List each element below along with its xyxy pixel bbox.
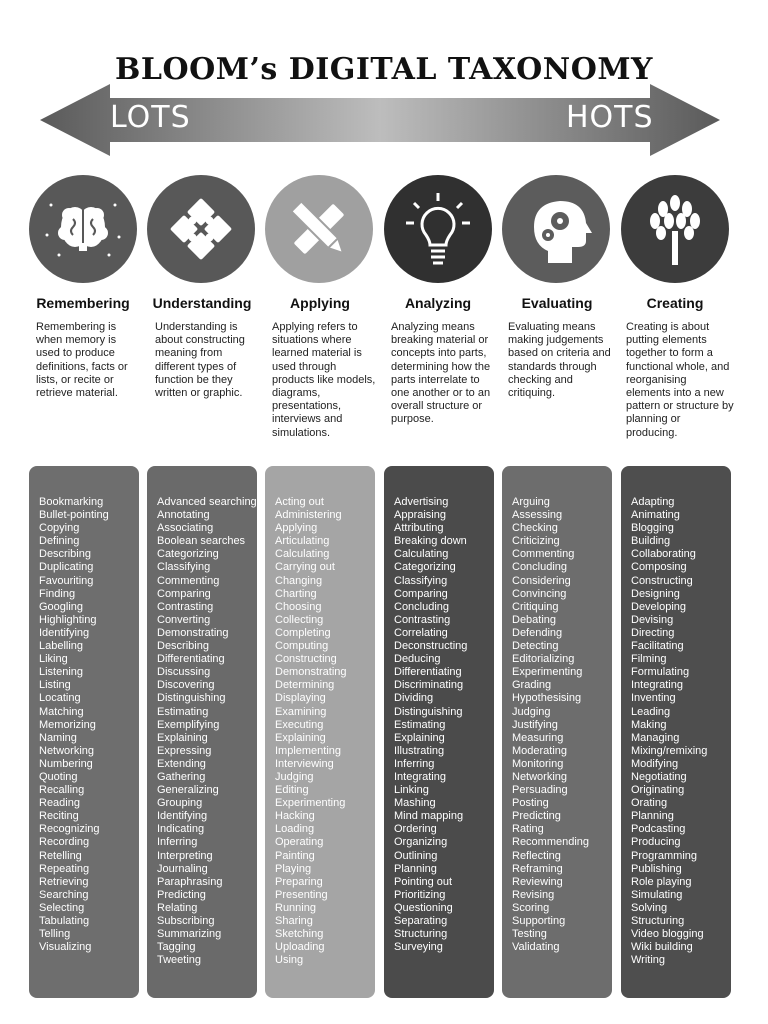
verb-item: Identifying: [157, 810, 208, 823]
verb-item: Bookmarking: [39, 496, 104, 508]
category-description: Creating is about putting elements together to form a functional whole, and reorganising elements into a new pattern or structure by planning or producing.: [626, 321, 734, 439]
verb-item: Categorizing: [157, 548, 219, 561]
verb-item: Networking: [39, 744, 95, 757]
verb-item: Administering: [275, 509, 342, 522]
verb-item: Converting: [157, 613, 211, 626]
verb-item: Simulating: [631, 888, 683, 901]
verb-item: Listening: [39, 666, 84, 679]
verb-item: Mixing/remixing: [631, 744, 708, 757]
verb-item: Expressing: [157, 744, 212, 757]
category-name: Remembering: [36, 295, 130, 311]
verb-item: Filming: [631, 653, 667, 666]
verb-item: Moderating: [512, 744, 568, 757]
verb-item: Orating: [631, 797, 668, 810]
verb-item: Sketching: [275, 928, 324, 941]
verb-item: Demonstrating: [275, 666, 347, 679]
verb-item: Illustrating: [394, 744, 445, 757]
verb-item: Computing: [275, 640, 329, 653]
verb-item: Programming: [631, 849, 698, 862]
category-name: Analyzing: [404, 295, 472, 311]
verb-item: Constructing: [631, 574, 693, 587]
verb-item: Estimating: [394, 718, 446, 731]
verb-item: Planning: [631, 810, 674, 823]
verb-item: Operating: [275, 836, 324, 849]
verb-item: Solving: [631, 901, 668, 914]
verb-item: Inferring: [157, 836, 198, 849]
verb-item: Directing: [631, 626, 675, 639]
verb-item: Recommending: [512, 836, 590, 849]
verb-item: Playing: [275, 862, 312, 875]
verb-item: Developing: [631, 600, 687, 613]
verb-column-understanding: [147, 466, 257, 998]
verb-item: Revising: [512, 888, 555, 901]
category-applying: [261, 295, 379, 440]
verb-item: Articulating: [275, 535, 330, 548]
verb-item: Commenting: [512, 548, 575, 561]
verb-item: Searching: [39, 888, 89, 901]
verb-item: Numbering: [39, 757, 93, 770]
verb-item: Estimating: [157, 705, 209, 718]
verb-item: Formulating: [631, 666, 690, 679]
verb-item: Contrasting: [394, 613, 451, 626]
verb-item: Retrieving: [39, 875, 89, 888]
verb-item: Differentiating: [157, 653, 225, 666]
verb-item: Gathering: [157, 770, 206, 783]
verb-item: Producing: [631, 836, 681, 849]
verb-item: Extending: [157, 757, 206, 770]
verb-item: Determining: [275, 679, 335, 692]
verb-item: Networking: [512, 770, 568, 783]
verb-item: Changing: [275, 574, 323, 587]
verb-item: Recalling: [39, 784, 85, 797]
head-gears-icon: [502, 175, 610, 283]
category-evaluating: [498, 295, 616, 400]
category-analyzing: [379, 295, 497, 427]
verb-item: Listing: [39, 679, 71, 692]
verb-item: Mind mapping: [394, 810, 464, 823]
verb-item: Leading: [631, 705, 671, 718]
verb-item: Integrating: [394, 770, 446, 783]
verb-item: Monitoring: [512, 757, 564, 770]
verb-item: Reframing: [512, 862, 563, 875]
verb-item: Composing: [631, 561, 687, 574]
verb-item: Running: [275, 901, 316, 914]
verb-item: Appraising: [394, 509, 446, 522]
verb-item: Testing: [512, 928, 547, 941]
page-title: BLOOM’s DIGITAL TAXONOMY: [115, 52, 653, 87]
verb-item: Demonstrating: [157, 626, 229, 639]
verb-item: Tweeting: [157, 954, 202, 967]
verb-item: Facilitating: [631, 640, 684, 653]
verb-item: Summarizing: [157, 928, 222, 941]
verb-item: Highlighting: [39, 613, 97, 626]
verb-item: Supporting: [512, 915, 566, 927]
verb-item: Attributing: [394, 522, 444, 535]
verb-item: Experimenting: [512, 666, 583, 679]
verb-item: Predicting: [512, 810, 561, 823]
verb-item: Describing: [39, 548, 91, 561]
verb-item: Preparing: [275, 875, 323, 888]
verb-item: Presenting: [275, 888, 328, 901]
verb-item: Negotiating: [631, 770, 687, 783]
verb-item: Inferring: [394, 757, 435, 770]
verb-item: Identifying: [39, 626, 90, 639]
verb-item: Duplicating: [39, 561, 94, 574]
verb-item: Validating: [512, 941, 560, 954]
verb-item: Judging: [275, 770, 314, 783]
verb-item: Comparing: [157, 587, 211, 600]
verb-item: Animating: [631, 509, 680, 522]
verb-item: Measuring: [512, 731, 564, 744]
verb-item: Managing: [631, 731, 680, 744]
verb-item: Differentiating: [394, 666, 462, 679]
verb-item: Designing: [631, 587, 680, 600]
verb-item: Commenting: [157, 574, 220, 587]
verb-item: Experimenting: [275, 797, 346, 810]
verb-item: Advanced searching: [157, 496, 257, 508]
verb-item: Generalizing: [157, 784, 219, 797]
verb-item: Hacking: [275, 810, 315, 823]
verb-item: Integrating: [631, 679, 683, 692]
verb-item: Reading: [39, 797, 80, 810]
verb-column-remembering: [29, 466, 139, 998]
verb-item: Scoring: [512, 901, 550, 914]
verb-item: Contrasting: [157, 600, 214, 613]
verb-item: Uploading: [275, 941, 325, 954]
verb-item: Predicting: [157, 888, 206, 901]
verb-item: Structuring: [631, 915, 685, 927]
verb-item: Annotating: [157, 509, 210, 522]
verb-item: Dividing: [394, 692, 434, 705]
verb-item: Calculating: [275, 548, 330, 561]
verb-item: Distinguishing: [394, 705, 463, 718]
brain-icon: [29, 175, 137, 283]
verb-item: Outlining: [394, 849, 438, 862]
verb-item: Implementing: [275, 744, 342, 757]
verb-item: Editing: [275, 784, 309, 797]
verb-item: Linking: [394, 784, 429, 797]
verb-column-creating: [621, 466, 731, 998]
verb-item: Discriminating: [394, 679, 464, 692]
verb-item: Making: [631, 718, 667, 731]
pencil-ruler-icon: [265, 175, 373, 283]
verb-item: Examining: [275, 705, 327, 718]
verb-item: Role playing: [631, 875, 692, 888]
verb-item: Quoting: [39, 770, 78, 783]
verb-item: Distinguishing: [157, 692, 226, 705]
verb-item: Calculating: [394, 548, 449, 561]
verb-item: Modifying: [631, 757, 679, 770]
verb-item: Organizing: [394, 836, 448, 849]
verb-item: Copying: [39, 522, 80, 535]
verb-item: Assessing: [512, 509, 563, 522]
verb-item: Sharing: [275, 915, 313, 927]
verb-item: Categorizing: [394, 561, 456, 574]
verb-item: Debating: [512, 613, 557, 626]
hots-label: HOTS: [566, 100, 654, 135]
verb-item: Deconstructing: [394, 640, 468, 653]
verb-item: Explaining: [157, 731, 208, 744]
category-description: Understanding is about constructing meaning from different types of function be they written or graphic.: [155, 321, 245, 400]
verb-item: Originating: [631, 784, 685, 797]
category-name: Creating: [646, 295, 704, 311]
tree-icon: [621, 175, 729, 283]
verb-item: Acting out: [275, 496, 324, 508]
verb-item: Collecting: [275, 613, 324, 626]
verb-item: Bullet-pointing: [39, 509, 109, 522]
verb-item: Interpreting: [157, 849, 213, 862]
verb-item: Carrying out: [275, 561, 335, 574]
verb-item: Googling: [39, 600, 84, 613]
verb-item: Collaborating: [631, 548, 696, 561]
verb-item: Completing: [275, 626, 331, 639]
verb-item: Blogging: [631, 522, 674, 535]
verb-column-analyzing: [384, 466, 494, 998]
verb-item: Critiquing: [512, 600, 559, 613]
verb-item: Repeating: [39, 862, 90, 875]
verb-item: Tagging: [157, 941, 196, 954]
verb-item: Separating: [394, 915, 448, 927]
verb-item: Planning: [394, 862, 437, 875]
verb-item: Persuading: [512, 784, 568, 797]
verb-item: Judging: [512, 705, 551, 718]
verb-item: Comparing: [394, 587, 448, 600]
verb-item: Recognizing: [39, 823, 100, 836]
verb-item: Correlating: [394, 626, 448, 639]
verb-item: Wiki building: [631, 941, 693, 954]
verb-item: Publishing: [631, 862, 682, 875]
verb-item: Considering: [512, 574, 571, 587]
verb-item: Breaking down: [394, 535, 467, 548]
category-description: Evaluating means making judgements based on criteria and standards through checking and critiquing.: [508, 321, 611, 400]
verb-item: Displaying: [275, 692, 326, 705]
verb-item: Defending: [512, 626, 563, 639]
verb-item: Selecting: [39, 901, 85, 914]
verb-item: Ordering: [394, 823, 437, 836]
verb-item: Checking: [512, 522, 558, 535]
category-description: Analyzing means breaking material or concepts into parts, determining how the parts interrelate to one another or to an overall structure or purpose.: [391, 321, 491, 426]
verb-item: Concluding: [394, 600, 450, 613]
verb-item: Hypothesising: [512, 692, 582, 705]
verb-item: Applying: [275, 522, 318, 535]
verb-item: Exemplifying: [157, 718, 220, 731]
verb-item: Labelling: [39, 640, 84, 653]
verb-item: Retelling: [39, 849, 82, 862]
verb-item: Prioritizing: [394, 888, 446, 901]
verb-item: Liking: [39, 653, 68, 666]
verb-item: Questioning: [394, 901, 453, 914]
verb-item: Arguing: [512, 496, 550, 508]
verb-item: Reciting: [39, 810, 79, 823]
category-name: Understanding: [152, 295, 252, 311]
verb-item: Grading: [512, 679, 552, 692]
verb-item: Detecting: [512, 640, 559, 653]
verb-item: Concluding: [512, 561, 568, 574]
verb-item: Inventing: [631, 692, 676, 705]
verb-item: Criticizing: [512, 535, 560, 548]
verb-item: Describing: [157, 640, 209, 653]
verb-item: Deducing: [394, 653, 441, 666]
verb-item: Loading: [275, 823, 315, 836]
verb-item: Favouriting: [39, 574, 94, 587]
verb-item: Indicating: [157, 823, 205, 836]
verb-item: Explaining: [275, 731, 326, 744]
verb-column-evaluating: [502, 466, 612, 998]
category-description: Applying refers to situations where learned material is used through products like models, diagrams, presentations, interviews and simulations.: [272, 321, 376, 439]
verb-item: Memorizing: [39, 718, 96, 731]
verb-item: Charting: [275, 587, 317, 600]
verb-item: Writing: [631, 954, 666, 967]
verb-item: Journaling: [157, 862, 208, 875]
verb-item: Grouping: [157, 797, 203, 810]
verb-item: Executing: [275, 718, 324, 731]
verb-item: Classifying: [394, 574, 448, 587]
verb-item: Painting: [275, 849, 315, 862]
puzzle-icon: [147, 175, 255, 283]
category-name: Evaluating: [521, 295, 593, 311]
verb-item: Reflecting: [512, 849, 561, 862]
verb-item: Justifying: [512, 718, 558, 731]
verb-item: Classifying: [157, 561, 211, 574]
verb-item: Building: [631, 535, 671, 548]
verb-item: Matching: [39, 705, 84, 718]
verb-item: Visualizing: [39, 941, 92, 954]
verb-item: Finding: [39, 587, 76, 600]
verb-column-applying: [265, 466, 375, 998]
category-understanding: [143, 295, 261, 400]
verb-item: Advertising: [394, 496, 449, 508]
verb-item: Constructing: [275, 653, 337, 666]
verb-item: Convincing: [512, 587, 567, 600]
category-name: Applying: [290, 295, 350, 311]
verb-item: Associating: [157, 522, 214, 535]
verb-item: Naming: [39, 731, 77, 744]
verb-item: Choosing: [275, 600, 322, 613]
verb-item: Structuring: [394, 928, 448, 941]
verb-item: Reviewing: [512, 875, 563, 888]
verb-item: Mashing: [394, 797, 436, 810]
verb-item: Tabulating: [39, 915, 90, 927]
verb-item: Pointing out: [394, 875, 453, 888]
verb-item: Paraphrasing: [157, 875, 223, 888]
lots-label: LOTS: [110, 100, 191, 135]
verb-item: Devising: [631, 613, 674, 626]
verb-item: Telling: [39, 928, 71, 941]
verb-item: Rating: [512, 823, 544, 836]
verb-item: Editorializing: [512, 653, 575, 666]
verb-item: Podcasting: [631, 823, 686, 836]
verb-item: Relating: [157, 901, 198, 914]
verb-item: Using: [275, 954, 304, 967]
verb-item: Posting: [512, 797, 549, 810]
verb-item: Boolean searches: [157, 535, 246, 548]
verb-item: Defining: [39, 535, 80, 548]
verb-item: Locating: [39, 692, 81, 705]
verb-item: Discovering: [157, 679, 215, 692]
category-remembering: [24, 295, 142, 400]
verb-item: Adapting: [631, 496, 675, 508]
verb-item: Interviewing: [275, 757, 334, 770]
verb-item: Recording: [39, 836, 90, 849]
verb-item: Subscribing: [157, 915, 215, 927]
category-creating: [616, 295, 734, 440]
lightbulb-icon: [384, 175, 492, 283]
verb-item: Explaining: [394, 731, 445, 744]
verb-item: Video blogging: [631, 928, 704, 941]
verb-item: Discussing: [157, 666, 211, 679]
verb-item: Surveying: [394, 941, 443, 954]
category-description: Remembering is when memory is used to produce definitions, facts or lists, or recite or retrieve material.: [36, 321, 128, 400]
